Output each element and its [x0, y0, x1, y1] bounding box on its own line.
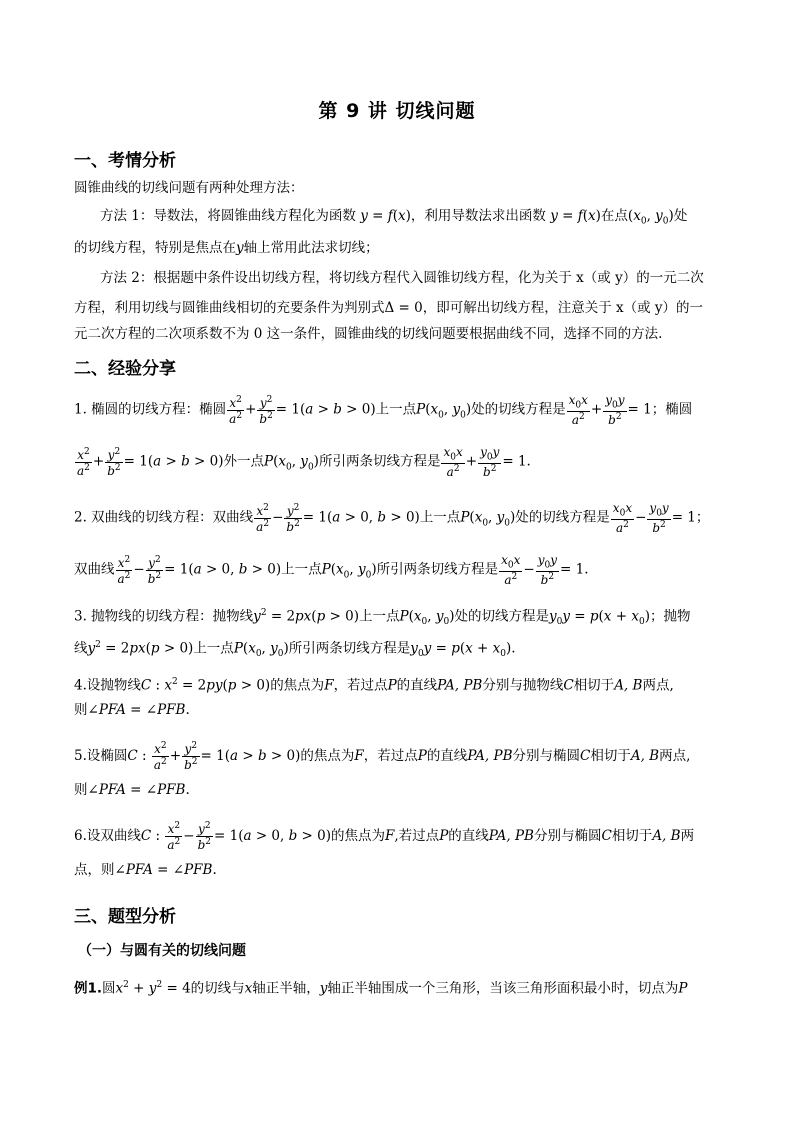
method1-line1: 方法 1：导数法，将圆锥曲线方程化为函数 y = f(x)，利用导数法求出函数 y = f(x)在点($x_0$, $y_0$)处 — [100, 208, 688, 227]
method2-line1: 方法 2：根据题中条件设出切线方程，将切线方程代入圆锥切线方程，化为关于 x（或 y）的一元二次 — [100, 270, 704, 286]
item3-line1: 3. 抛物线的切线方程：抛物线$y^2 = 2px(p > 0)$上一点$P(x_0$, $y_0$)处的切线方程是$y_0y = p(x + x_0)$；抛物 — [74, 608, 691, 628]
item2-line2: 双曲线 $\frac{x^2}{a^2}$ − $\frac{y^2}{b^2}$ = 1(a > 0, b > 0)上一点$P(x_0$, $y_0$)所引两条切线方程是 $\frac{x_0x}{a^2}$ − $\frac{y_0y}{b^2}$ = 1. — [74, 553, 589, 588]
item6-line2: 点，则∠PFA = ∠PFB. — [74, 862, 217, 878]
subsection-heading-circle: （一）与圆有关的切线问题 — [78, 943, 246, 959]
method2-line3: 元二次方程的二次项系数不为 0 这一条件，圆锥曲线的切线问题要根据曲线不同，选择不同的方法. — [74, 326, 663, 342]
item4-line1: 4.设抛物线C : $x^2 = 2py(p > 0)$的焦点为F，若过点P的直线PA, PB分别与抛物线C相切于A, B两点, — [74, 677, 674, 694]
page-title: 第 9 讲 切线问题 — [318, 100, 476, 122]
item5-line2: 则∠PFA = ∠PFB. — [74, 782, 190, 798]
section-heading-question-types: 三、题型分析 — [74, 907, 176, 927]
example1-line1: 例1.圆$x^2 + y^2 = 4$的切线与x轴正半轴，y轴正半轴围成一个三角形，当该三角形面积最小时，切点为P — [74, 980, 688, 997]
item1-line2: $\frac{x^2}{a^2}$ + $\frac{y^2}{b^2}$ = 1(a > b > 0)外一点$P(x_0$, $y_0$)所引两条切线方程是 $\frac{x_0x}{a^2}$ + $\frac{y_0y}{b^2}$ = 1. — [77, 445, 531, 480]
item2-line1: 2. 双曲线的切线方程：双曲线 $\frac{x^2}{a^2}$ − $\frac{y^2}{b^2}$ = 1(a > 0, b > 0)上一点$P(x_0$, $y_0$)处的切线方程是 $\frac{x_0x}{a^2}$ − $\frac{y_0y}{b^2}$ = 1； — [74, 501, 710, 536]
item5-line1: 5.设椭圆C : $\frac{x^2}{a^2}$ + $\frac{y^2}{b^2}$ = 1(a > b > 0)的焦点为F，若过点P的直线PA, PB分别与椭圆C相切于A, B两点, — [74, 741, 691, 772]
item1-line1: 1. 椭圆的切线方程：椭圆 $\frac{x^2}{a^2}$ + $\frac{y^2}{b^2}$ = 1(a > b > 0)上一点$P(x_0$, $y_0$)处的切线方程是 $\frac{x_0x}{a^2}$ + $\frac{y_0y}{b^2}$ = 1；椭圆 — [74, 393, 693, 428]
section-heading-analysis: 一、考情分析 — [74, 151, 176, 171]
item3-line2: 线$y^2 = 2px(p > 0)$上一点$P(x_0$, $y_0$)所引两条切线方程是$y_0y = p(x + x_0)$. — [74, 640, 516, 660]
item4-line2: 则∠PFA = ∠PFB. — [74, 702, 190, 718]
section-heading-experience: 二、经验分享 — [74, 359, 176, 379]
method2-line2: 方程，利用切线与圆锥曲线相切的充要条件为判别式Δ = 0，即可解出切线方程，注意关于 x（或 y）的一 — [74, 300, 704, 316]
item6-line1: 6.设双曲线C : $\frac{x^2}{a^2}$ − $\frac{y^2}{b^2}$ = 1(a > 0, b > 0)的焦点为F,若过点P的直线PA, PB分别与椭圆C相切于A, B两 — [74, 821, 695, 852]
method1-line2: 的切线方程，特别是焦点在y轴上常用此法求切线； — [74, 240, 379, 256]
intro-text: 圆锥曲线的切线问题有两种处理方法： — [74, 180, 304, 196]
